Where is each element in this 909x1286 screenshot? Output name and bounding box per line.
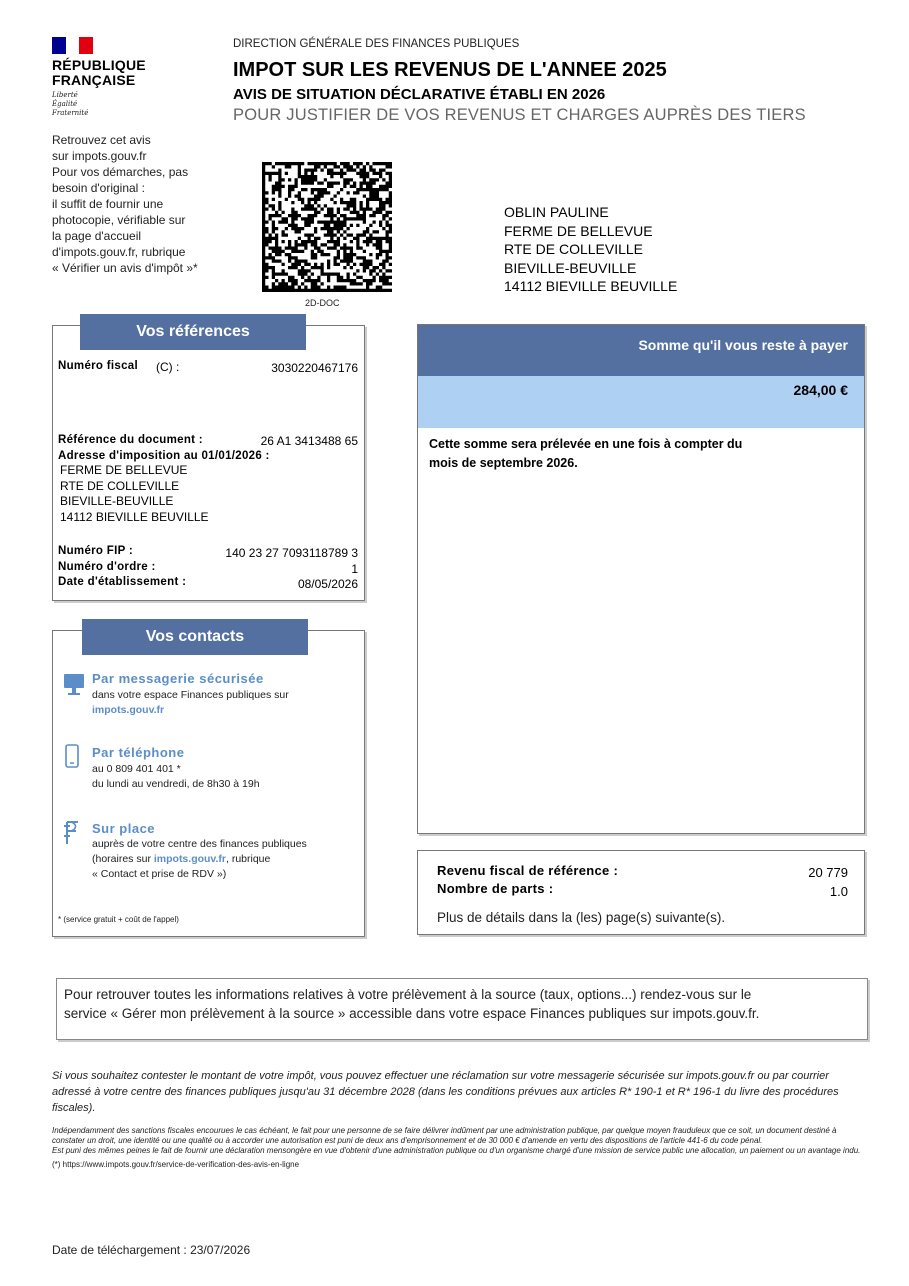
page-subtitle: AVIS DE SITUATION DÉCLARATIVE ÉTABLI EN 2026 [233,86,606,103]
order-label: Numéro d'ordre : [58,561,156,573]
recipient-name: OBLIN PAULINE [504,204,609,220]
amount-due-title: Somme qu'il vous reste à payer [638,337,848,353]
doc-ref-label: Référence du document : [58,434,203,446]
impots-link[interactable]: impots.gouv.fr [153,853,226,865]
parts-value: 1.0 [829,884,848,899]
issue-date-label: Date d'établissement : [58,576,187,588]
page-purpose: POUR JUSTIFIER DE VOS REVENUS ET CHARGES AUPRÈS DES TIERS [233,106,806,124]
marianne-logo [52,37,93,54]
republique-francaise-label: RÉPUBLIQUE FRANÇAISE [52,57,146,88]
computer-icon [63,673,85,697]
download-date: Date de téléchargement : 23/07/2026 [52,1243,251,1257]
legal-notice: Indépendamment des sanctions fiscales encourues le cas échéant, le fait pour une personne de se faire délivrer indûment par une administration publique, par quelque moyen frauduleux que ce soit, un document destiné à constater un droit, une identité ou une qualité ou à accorder une autorisation est puni de deux ans d'emprisonnement et de 30 000 € d'amende en vertu des dispositions de l'article 441-6 du code pénal. Est puni des mêmes peines le fait de fournir une déclaration mensongère en vue d'obtenir d'une administration publique ou d'un organisme chargé d'une mission de service public une allocation, un paiement ou un avantage indu. (*) https://www.impots.gouv.fr/service-de-verification-des-avis-en-ligne [52,1126,867,1170]
tax-address: FERME DE BELLEVUE RTE DE COLLEVILLE BIEVILLE-BEUVILLE 14112 BIEVILLE BEUVILLE [60,463,209,524]
tax-address-label: Adresse d'imposition au 01/01/2026 : [58,450,270,462]
issue-date-value: 08/05/2026 [297,577,358,591]
in-person-title: Sur place [92,821,156,836]
references-title: Vos références [80,314,306,350]
phone-icon [65,744,79,768]
doc-ref-value: 26 A1 3413488 65 [260,434,358,448]
2d-doc-code [262,162,392,292]
order-value: 1 [351,562,358,576]
details-note: Plus de détails dans la (les) page(s) suivante(s). [437,910,726,925]
verification-url: (*) https://www.impots.gouv.fr/service-de-verification-des-avis-en-ligne [52,1160,300,1169]
fiscal-number-label: Numéro fiscal [58,360,138,372]
page-title: IMPOT SUR LES REVENUS DE L'ANNEE 2025 [233,59,667,81]
parts-label: Nombre de parts : [437,881,554,896]
secure-messaging-title: Par messagerie sécurisée [92,671,264,686]
references-panel: Vos références Numéro fiscal (C) : 3030220467176 Référence du document : 26 A1 3413488 65 Adresse d'imposition au 01/01/2026 : FERME DE BELLEVUE RTE DE COLLEVILLE BIEVILLE-BEUVILLE 14112 BIEVILLE BEUVILLE Numéro FIP : 140 23 27 7093118789 3 Numéro d'ordre : 1 Date d'établissement : 08/05/2026 [52,325,365,601]
rfr-label: Revenu fiscal de référence : [437,863,619,878]
reference-income-panel [417,850,865,935]
agency-name: DIRECTION GÉNÉRALE DES FINANCES PUBLIQUES [233,38,520,50]
republic-motto: Liberté Égalité Fraternité [52,91,89,117]
amount-due-panel [417,324,865,834]
contacts-title: Vos contacts [82,619,308,655]
contacts-panel: Vos contacts Par messagerie sécurisée dans votre espace Finances publiques sur impots.gouv.fr Par téléphone au 0 809 401 401 * du lundi au vendredi, de 8h30 à 19h Sur place auprès de votre centre des finances publiques (horaires sur impots.gouv.fr, rubrique « Contact et prise de RDV ») * (service gratuit + coût de l'appel) [52,630,365,937]
service-footnote: * (service gratuit + coût de l'appel) [58,915,179,924]
finances-publiques-icon [63,820,81,846]
2d-doc-label: 2D-DOC [305,298,340,308]
impots-link[interactable]: impots.gouv.fr [92,704,165,716]
fiscal-number-value: 3030220467176 [271,361,358,375]
phone-title: Par téléphone [92,745,185,760]
payment-note: Cette somme sera prélevée en une fois à compter du mois de septembre 2026. [429,437,743,470]
contest-info: Si vous souhaitez contester le montant de votre impôt, vous pouvez effectuer une réclamation sur votre messagerie sécurisée sur impots.gouv.fr ou par courrier adressé à votre centre des finances publiques jusqu'au 31 décembre 2028 (dans les conditions prévues aux articles R* 190-1 et R* 196-1 du livre des procédures fiscales). [52,1070,839,1114]
fip-label: Numéro FIP : [58,545,133,557]
verification-info: Retrouvez cet avis sur impots.gouv.fr Pour vos démarches, pas besoin d'original : il suffit de fournir une photocopie, vérifiable sur la page d'accueil d'impots.gouv.fr, rubrique « Vérifier un avis d'impôt »* [52,133,198,275]
recipient-address: OBLIN PAULINE FERME DE BELLEVUE RTE DE COLLEVILLE BIEVILLE-BEUVILLE 14112 BIEVILLE BEUVILLE [504,204,678,294]
phone-number: au 0 809 401 401 * [92,763,181,775]
fip-value: 140 23 27 7093118789 3 [225,546,358,560]
rfr-value: 20 779 [808,865,848,880]
amount-due-value: 284,00 € [793,382,848,398]
withholding-notice: Pour retrouver toutes les informations relatives à votre prélèvement à la source (taux, options...) rendez-vous sur le service « Gérer mon prélèvement à la source » accessible dans votre espace Finances publiques sur impots.gouv.fr. [56,978,868,1040]
